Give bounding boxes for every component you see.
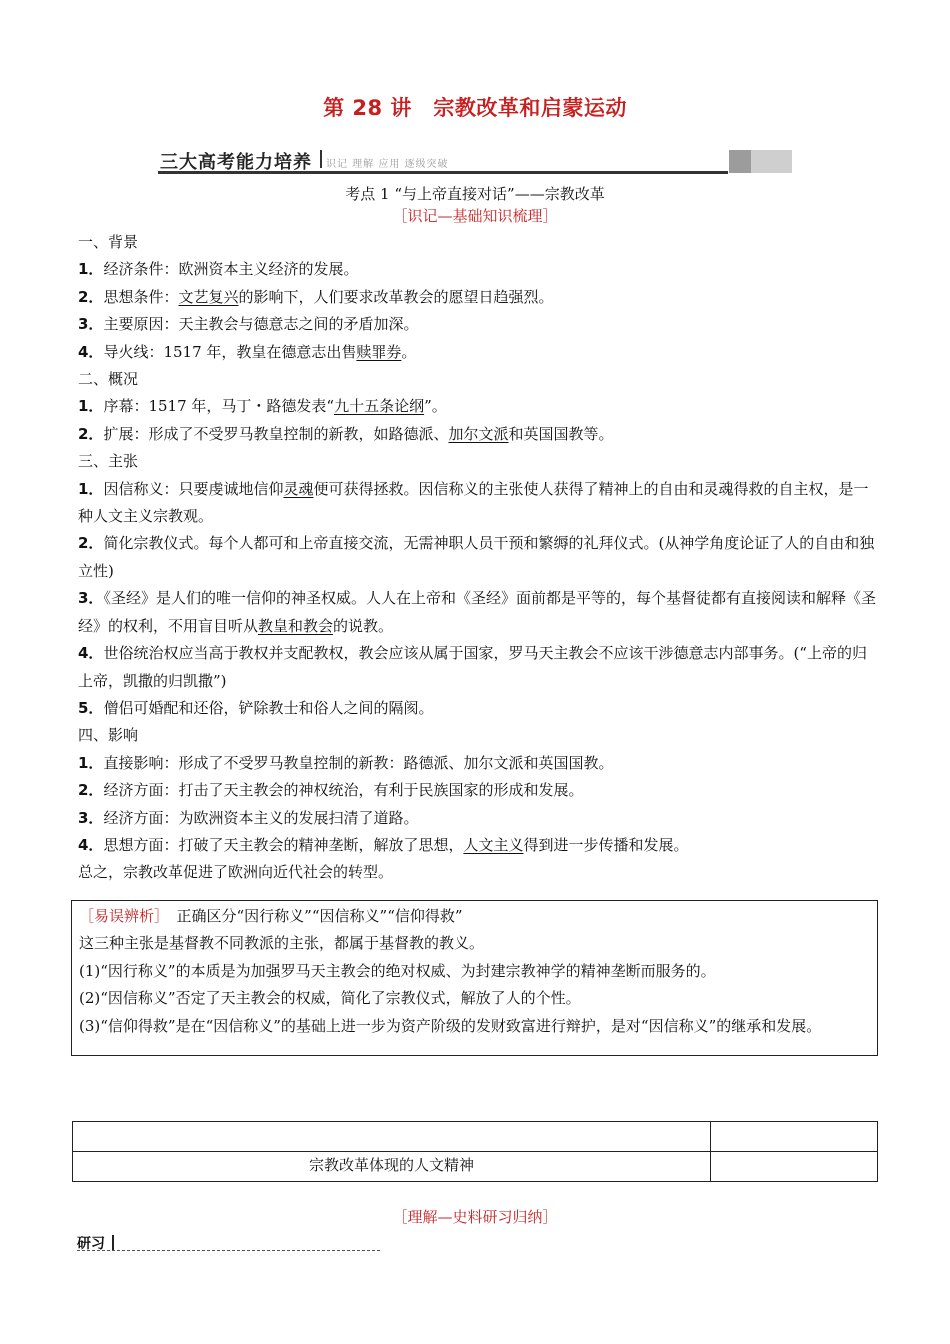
section-tag-recall: ［识记—基础知识梳理］ [392, 207, 558, 225]
box-line-1: 这三种主张是基督教不同教派的主张，都属于基督教的教义。 [79, 934, 485, 953]
box-line-2: (1)“因行称义”的本质是为加强罗马天主教会的绝对权威、为封建宗教神学的精神垄断而服务的。 [79, 961, 716, 980]
item-background-2: 2．思想条件：文艺复兴的影响下，人们要求改革教会的愿望日趋强烈。 [78, 287, 554, 306]
topic-heading: 考点 1 “与上帝直接对话”——宗教改革 [345, 185, 605, 203]
item-claims-5: 5．僧侣可婚配和还俗，铲除教士和俗人之间的隔阂。 [78, 698, 434, 717]
item-claims-2: 2．简化宗教仪式。每个人都可和上帝直接交流，无需神职人员干预和繁缛的礼拜仪式。(从神学角度论证了人的自由和独立性) [78, 534, 875, 580]
banner-block-light [751, 150, 792, 173]
item-background-4: 4．导火线：1517 年，教皇在德意志出售赎罪券。 [78, 342, 417, 361]
box-title-line [79, 903, 870, 930]
item-impact-4: 4．思想方面：打破了天主教会的精神垄断，解放了思想，人文主义得到进一步传播和发展。 [78, 835, 689, 854]
item-impact-3: 3．经济方面：为欧洲资本主义的发展扫清了道路。 [78, 808, 419, 827]
study-label-bar [112, 1235, 114, 1250]
banner-block-dark [729, 150, 751, 173]
banner-label: 三大高考能力培养 [160, 152, 312, 173]
heading-background: 一、背景 [78, 233, 139, 251]
item-overview-2: 2．扩展：形成了不受罗马教皇控制的新教，如路德派、加尔文派和英国国教等。 [78, 424, 614, 443]
table-cell-humanism: 宗教改革体现的人文精神 [308, 1156, 474, 1174]
heading-impact: 四、影响 [78, 726, 139, 745]
heading-overview: 二、概况 [78, 370, 139, 389]
item-background-3: 3．主要原因：天主教会与德意志之间的矛盾加深。 [78, 315, 419, 334]
box-title: 正确区分“因行称义”“因信称义”“信仰得救” [161, 907, 463, 925]
item-impact-2: 2．经济方面：打击了天主教会的神权统治，有利于民族国家的形成和发展。 [78, 781, 584, 800]
item-claims-4: 4．世俗统治权应当高于教权并支配教权，教会应该从属于国家，罗马天主教会不应该干涉德意志内部事务。(“上帝的归上帝，凯撒的归凯撒”) [78, 644, 867, 690]
misconception-box [71, 900, 878, 1056]
humanism-table [72, 1121, 878, 1182]
page-title: 第 28 讲 宗教改革和启蒙运动 [323, 96, 627, 120]
section-banner [158, 148, 792, 175]
study-dashed-line [77, 1250, 380, 1251]
banner-subtitle: 识记 理解 应用 逐级突破 [326, 159, 449, 170]
summary-text: 总之，宗教改革促进了欧洲向近代社会的转型。 [78, 863, 394, 882]
item-claims-3: 3．《圣经》是人们的唯一信仰的神圣权威。人人在上帝和《圣经》面前都是平等的，每个基督徒都有直接阅读和解释《圣经》的权利，不用盲目听从教皇和教会的说教。 [78, 589, 876, 635]
item-background-1: 1．经济条件：欧洲资本主义经济的发展。 [78, 260, 359, 279]
box-tag: ［易误辨析］ [79, 907, 162, 925]
main-content [78, 229, 878, 887]
heading-claims: 三、主张 [78, 452, 139, 471]
table-column-divider [710, 1122, 711, 1181]
box-line-4: (3)“信仰得救”是在“因信称义”的基础上进一步为资产阶级的发财致富进行辩护，是对“因信称义”的继承和发展。 [79, 1016, 822, 1035]
banner-separator [320, 150, 322, 168]
box-line-3: (2)“因信称义”否定了天主教会的权威，简化了宗教仪式，解放了人的个性。 [79, 989, 581, 1008]
item-claims-1: 1．因信称义：只要虔诚地信仰灵魂便可获得拯救。因信称义的主张使人获得了精神上的自由和灵魂得救的自主权，是一种人文主义宗教观。 [78, 479, 869, 526]
study-label: 研习 [77, 1236, 105, 1252]
section-tag-understand: ［理解—史料研习归纳］ [392, 1208, 558, 1226]
table-row-divider [73, 1151, 877, 1152]
item-overview-1: 1．序幕：1517 年，马丁・路德发表“九十五条论纲”。 [78, 397, 447, 416]
item-impact-1: 1．直接影响：形成了不受罗马教皇控制的新教：路德派、加尔文派和英国国教。 [78, 753, 614, 772]
